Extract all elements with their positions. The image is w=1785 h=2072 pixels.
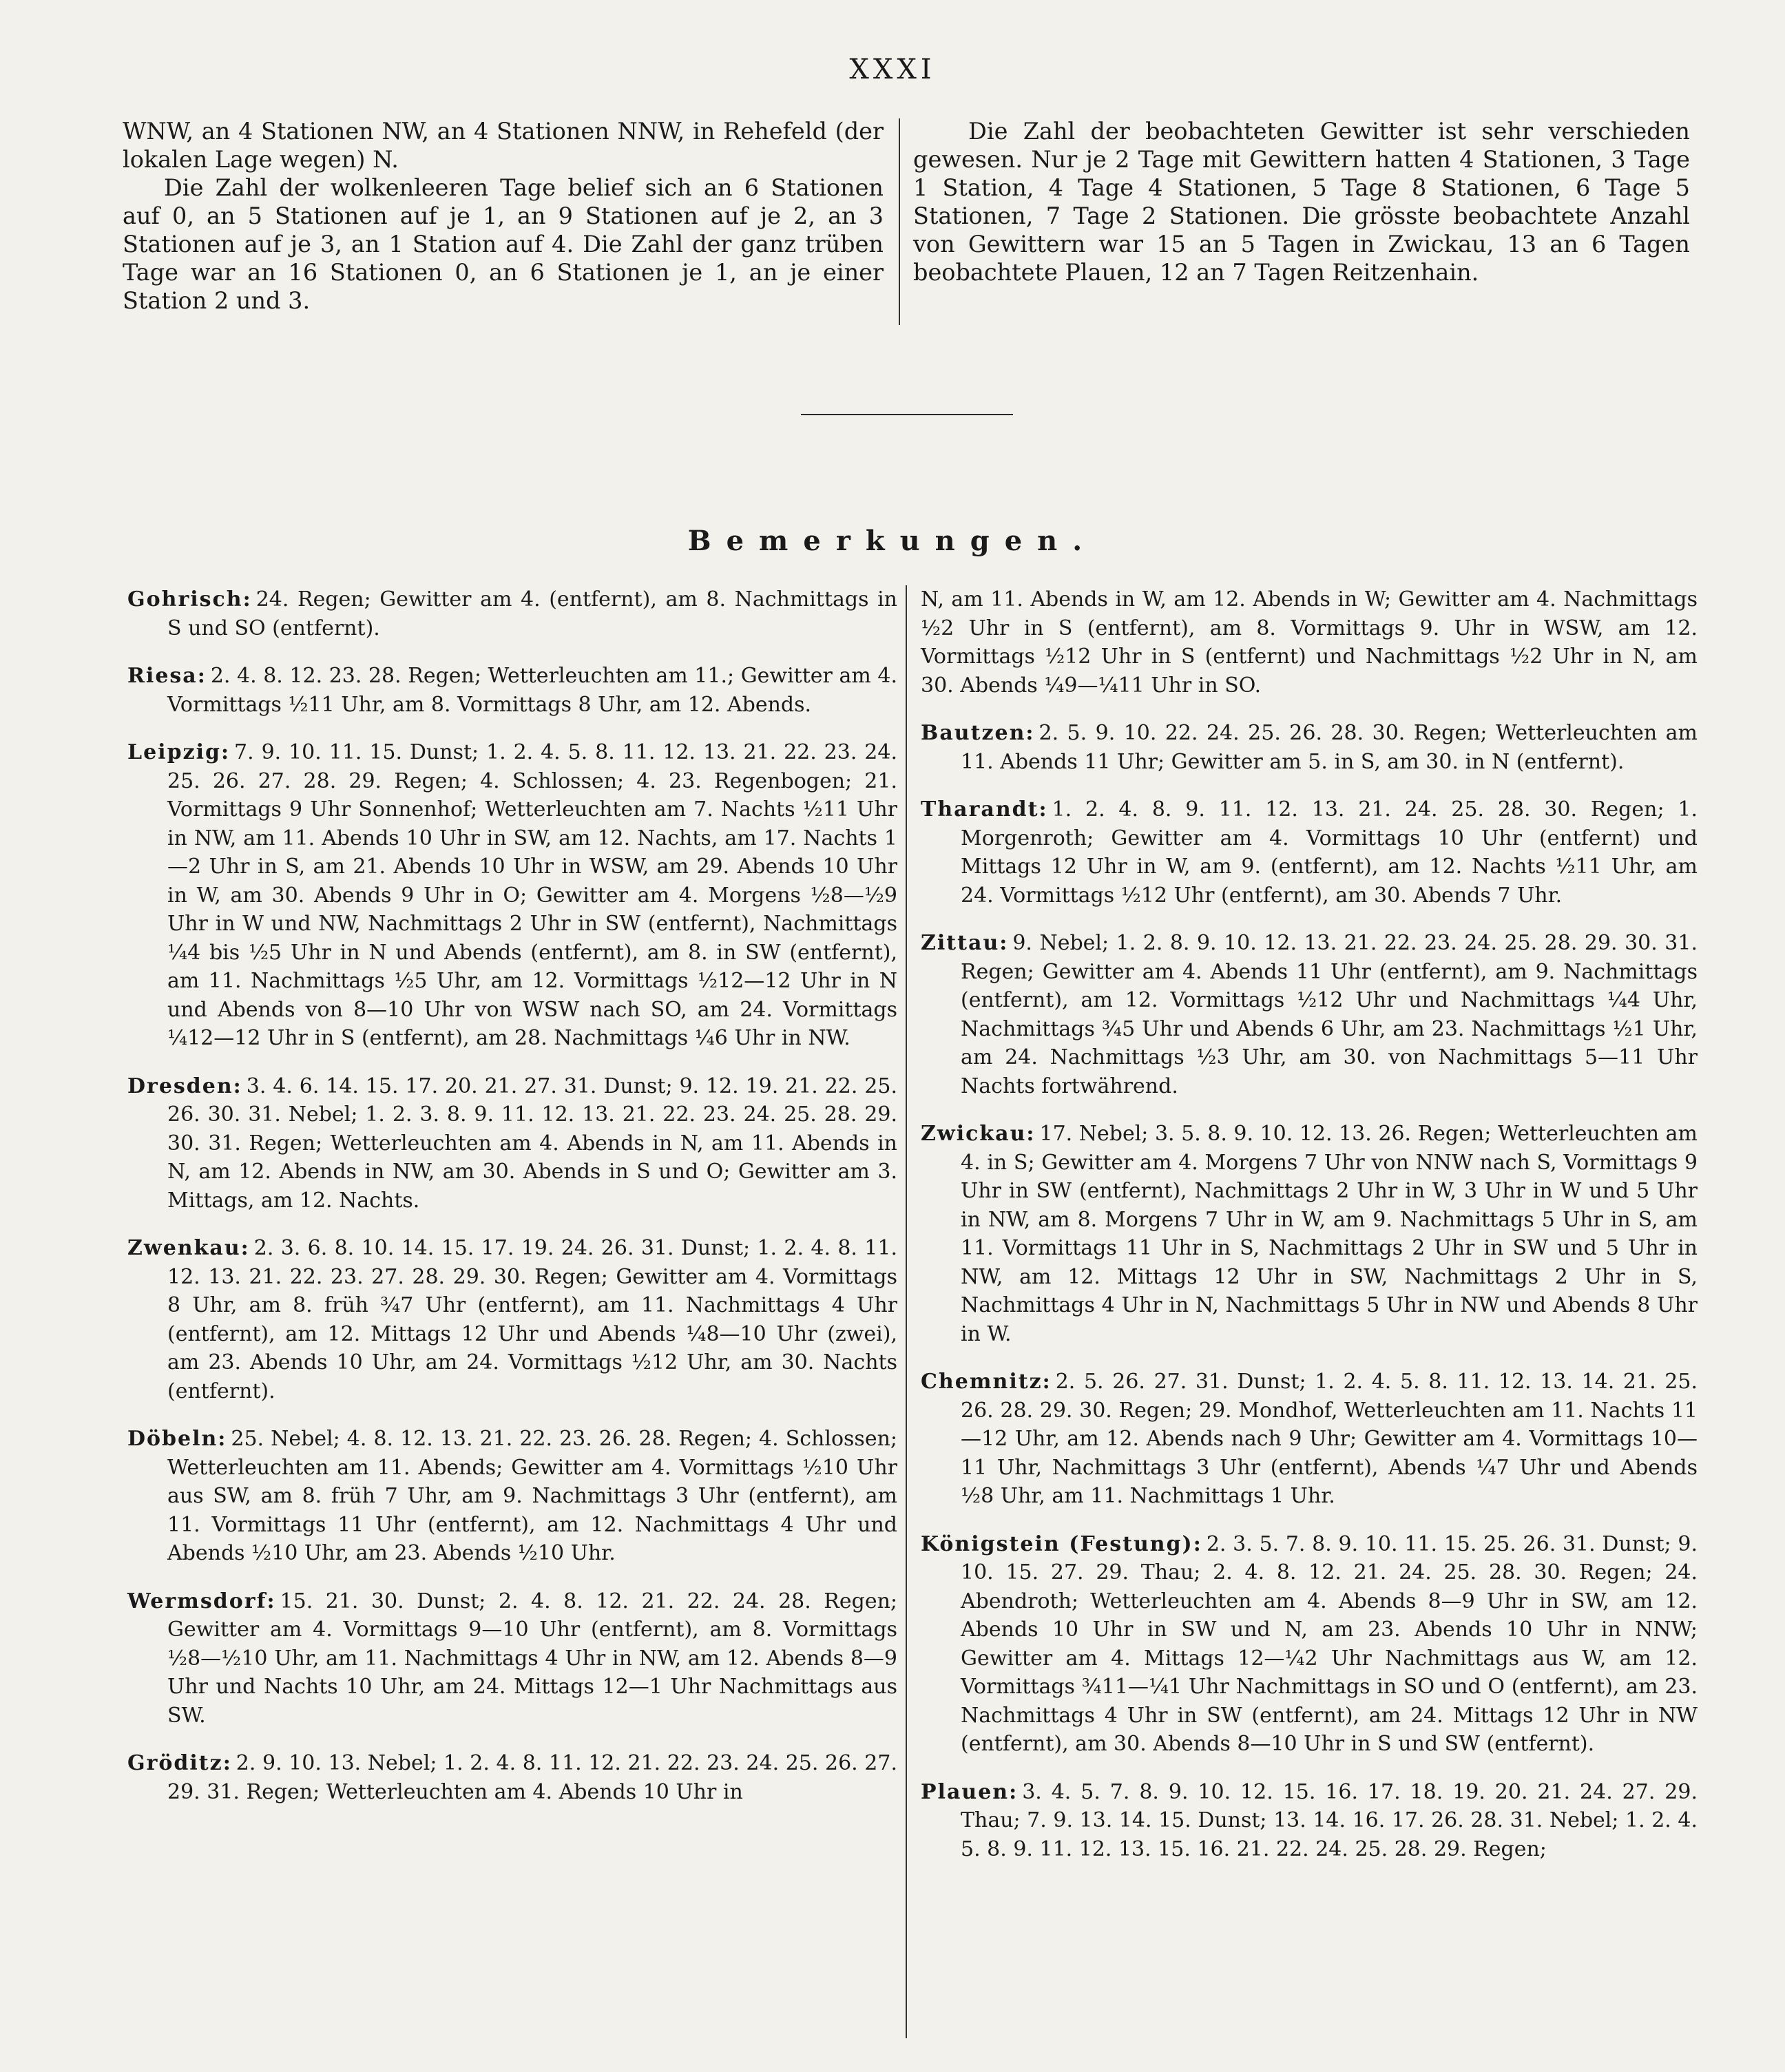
intro-left-paragraph: Die Zahl der wolkenleeren Tage belief sich an 6 Stationen auf 0, an 5 Stationen auf je 1, an 9 Stationen auf je 2, an 3 Stationen auf je 3, an 1 Station auf 4. Die Zahl der ganz trüben Tage war an 16 Stationen 0, an 6 Stationen je 1, an je einer Station 2 und 3.	[123, 174, 884, 314]
remark-text: 7. 9. 10. 11. 15. Dunst; 1. 2. 4. 5. 8. 11. 12. 13. 21. 22. 23. 24. 25. 26. 27. 28. 29. Regen; 4. Schlossen; 4. 23. Regenbogen; 21. Vormittags 9 Uhr Sonnenhof; Wetterleuchten am 7. Nachts ½11 Uhr in NW, am 11. Abends 10 Uhr in SW, am 12. Nachts, am 17. Nachts 1—2 Uhr in S, am 21. Abends 10 Uhr in WSW, am 29. Abends 10 Uhr in W, am 30. Abends 9 Uhr in O; Gewitter am 4. Morgens ½8—½9 Uhr in W und NW, Nachmittags 2 Uhr in SW (entfernt), Nachmittags ¼4 bis ½5 Uhr in N und Abends (entfernt), am 8. in SW (entfernt), am 11. Nachmittags ½5 Uhr, am 12. Vormittags ½12—12 Uhr in N und Abends von 8—10 Uhr von WSW nach SO, am 24. Vormittags ¼12—12 Uhr in S (entfernt), am 28. Nachmittags ¼6 Uhr in NW.	[167, 740, 897, 1050]
remark-text: 2. 5. 9. 10. 22. 24. 25. 26. 28. 30. Regen; Wetterleuchten am 11. Abends 11 Uhr; Gewitter am 5. in S, am 30. in N (entfernt).	[961, 721, 1698, 774]
station-remark	[127, 1749, 897, 1806]
station-remark	[921, 1530, 1698, 1759]
station-remark	[921, 1120, 1698, 1348]
remark-text: 2. 3. 5. 7. 8. 9. 10. 11. 15. 25. 26. 31. Dunst; 9. 10. 15. 27. 29. Thau; 2. 4. 8. 12. 21. 24. 25. 28. 30. Regen; 24. Abendroth; Wetterleuchten am 4. Abends 8—9 Uhr in SW, am 12. Abends 10 Uhr in SW und N, am 23. Abends 10 Uhr in NNW; Gewitter am 4. Mittags 12—¼2 Uhr Nachmittags aus W, am 12. Vormittags ¾11—¼1 Uhr Nachmittags in SO und O (entfernt), am 23. Nachmittags 4 Uhr in SW (entfernt), am 24. Mittags 12 Uhr in NW (entfernt), am 30. Abends 8—10 Uhr in S und SW (entfernt).	[961, 1531, 1698, 1756]
column-divider	[899, 118, 900, 325]
remark-text: 3. 4. 5. 7. 8. 9. 10. 12. 15. 16. 17. 18. 19. 20. 21. 24. 27. 29. Thau; 7. 9. 13. 14. 15. Dunst; 13. 14. 16. 17. 26. 28. 31. Nebel; 1. 2. 4. 5. 8. 9. 11. 12. 13. 15. 16. 21. 22. 24. 25. 28. 29. Regen;	[961, 1779, 1698, 1861]
station-name: Riesa:	[127, 664, 207, 688]
intro-right-column	[913, 117, 1690, 286]
station-name: Plauen:	[921, 1779, 1019, 1804]
remarks-left-column	[127, 585, 897, 1825]
remark-text: 25. Nebel; 4. 8. 12. 13. 21. 22. 23. 26. 28. Regen; 4. Schlossen; Wetterleuchten am 11. Abends; Gewitter am 4. Vormittags ½10 Uhr aus SW, am 8. früh 7 Uhr, am 9. Nachmittags 3 Uhr (entfernt), am 11. Vormittags 11 Uhr (entfernt), am 12. Nachmittags 4 Uhr und Abends ½10 Uhr, am 23. Abends ½10 Uhr.	[167, 1427, 897, 1565]
remark-text: 2. 3. 6. 8. 10. 14. 15. 17. 19. 24. 26. 31. Dunst; 1. 2. 4. 8. 11. 12. 13. 21. 22. 23. 27. 28. 29. 30. Regen; Gewitter am 4. Vormittags 8 Uhr, am 8. früh ¾7 Uhr (entfernt), am 11. Nachmittags 4 Uhr (entfernt), am 12. Mittags 12 Uhr und Abends ¼8—10 Uhr (zwei), am 23. Abends 10 Uhr, am 24. Vormittags ½12 Uhr, am 30. Nachts (entfernt).	[167, 1236, 897, 1403]
intro-left-column	[123, 117, 884, 315]
station-name: Wermsdorf:	[127, 1589, 276, 1613]
station-name: Tharandt:	[921, 797, 1048, 822]
station-name: Döbeln:	[127, 1427, 227, 1451]
station-name: Gohrisch:	[127, 587, 252, 611]
station-name: Leipzig:	[127, 740, 231, 764]
station-remark	[921, 929, 1698, 1100]
remark-text: 15. 21. 30. Dunst; 2. 4. 8. 12. 21. 22. 24. 28. Regen; Gewitter am 4. Vormittags 9—10 Uhr (entfernt), am 8. Vormittags ½8—½10 Uhr, am 11. Nachmittags 4 Uhr in NW, am 12. Abends 8—9 Uhr und Nachts 10 Uhr, am 24. Mittags 12—1 Uhr Nachmittags aus SW.	[167, 1589, 897, 1728]
section-separator	[801, 414, 1013, 415]
intro-section	[123, 117, 1694, 332]
remark-text: 2. 4. 8. 12. 23. 28. Regen; Wetterleuchten am 11.; Gewitter am 4. Vormittags ½11 Uhr, am 8. Vormittags 8 Uhr, am 12. Abends.	[167, 664, 897, 717]
intro-right-paragraph: Die Zahl der beobachteten Gewitter ist sehr verschieden gewesen. Nur je 2 Tage mit Gewittern hatten 4 Stationen, 3 Tage 1 Station, 4 Tage 4 Stationen, 5 Tage 8 Stationen, 6 Tage 5 Stationen, 7 Tage 2 Stationen. Die grösste beobachtete Anzahl von Gewittern war 15 an 5 Tagen in Zwickau, 13 an 6 Tagen beobachtete Plauen, 12 an 7 Tagen Reitzenhain.	[913, 118, 1690, 286]
station-remark	[921, 1778, 1698, 1864]
remark-text: 9. Nebel; 1. 2. 8. 9. 10. 12. 13. 21. 22. 23. 24. 25. 28. 29. 30. 31. Regen; Gewitter am 4. Abends 11 Uhr (entfernt), am 9. Nachmittags (entfernt), am 12. Vormittags ½12 Uhr und Nachmittags ¼4 Uhr, Nachmittags ¾5 Uhr und Abends 6 Uhr, am 23. Nachmittags ½1 Uhr, am 24. Nachmittags ½3 Uhr, am 30. von Nachmittags 5—11 Uhr Nachts fortwährend.	[961, 931, 1698, 1098]
station-name: Zwickau:	[921, 1122, 1036, 1146]
intro-left-paragraph: WNW, an 4 Stationen NW, an 4 Stationen NNW, in Rehefeld (der lokalen Lage wegen) N.	[123, 118, 884, 173]
remark-text: 24. Regen; Gewitter am 4. (entfernt), am 8. Nachmittags in S und SO (entfernt).	[167, 587, 897, 640]
station-name: Zwenkau:	[127, 1236, 250, 1260]
station-remark	[127, 662, 897, 719]
station-name: Dresden:	[127, 1074, 242, 1098]
remark-text: 3. 4. 6. 14. 15. 17. 20. 21. 27. 31. Dunst; 9. 12. 19. 21. 22. 25. 26. 30. 31. Nebel; 1. 2. 3. 8. 9. 11. 12. 13. 21. 22. 23. 24. 25. 28. 29. 30. 31. Regen; Wetterleuchten am 4. Abends in N, am 11. Abends in N, am 12. Abends in NW, am 30. Abends in S und O; Gewitter am 3. Mittags, am 12. Nachts.	[167, 1074, 897, 1213]
remark-text: 1. 2. 4. 8. 9. 11. 12. 13. 21. 24. 25. 28. 30. Regen; 1. Morgenroth; Gewitter am 4. Vormittags 10 Uhr (entfernt) und Mittags 12 Uhr in W, am 9. (entfernt), am 12. Nachts ½11 Uhr, am 24. Vormittags ½12 Uhr (entfernt), am 30. Abends 7 Uhr.	[961, 797, 1698, 908]
remark-text: 2. 5. 26. 27. 31. Dunst; 1. 2. 4. 5. 8. 11. 12. 13. 14. 21. 25. 26. 28. 29. 30. Regen; 29. Mondhof, Wetterleuchten am 11. Nachts 11—12 Uhr, am 12. Abends nach 9 Uhr; Gewitter am 4. Vormittags 10—11 Uhr, Nachmittags 3 Uhr (entfernt), Abends ¼7 Uhr und Abends ½8 Uhr, am 11. Nachmittags 1 Uhr.	[961, 1370, 1698, 1508]
station-name: Zittau:	[921, 931, 1009, 955]
station-name: Chemnitz:	[921, 1370, 1052, 1394]
remark-text: N, am 11. Abends in W, am 12. Abends in W; Gewitter am 4. Nachmittags ½2 Uhr in S (entfernt), am 8. Vormittags 9. Uhr in WSW, am 12. Vormittags ½12 Uhr in S (entfernt) und Nachmittags ½2 Uhr in N, am 30. Abends ¼9—¼11 Uhr in SO.	[921, 587, 1698, 698]
station-remark	[127, 1425, 897, 1568]
station-remark	[127, 1234, 897, 1405]
section-heading: Bemerkungen.	[687, 525, 1098, 557]
station-remark	[921, 1368, 1698, 1511]
station-name: Bautzen:	[921, 721, 1035, 745]
remark-text: 17. Nebel; 3. 5. 8. 9. 10. 12. 13. 26. Regen; Wetterleuchten am 4. in S; Gewitter am 4. Morgens 7 Uhr von NNW nach S, Vormittags 9 Uhr in SW (entfernt), Nachmittags 2 Uhr in W, 3 Uhr in W und 5 Uhr in NW, am 8. Morgens 7 Uhr in W, am 9. Nachmittags 5 Uhr in S, am 11. Vormittags 11 Uhr in S, Nachmittags 2 Uhr in SW und 5 Uhr in NW, am 12. Mittags 12 Uhr in SW, Nachmittags 2 Uhr in S, Nachmittags 4 Uhr in N, Nachmittags 5 Uhr in NW und Abends 8 Uhr in W.	[961, 1122, 1698, 1346]
column-divider	[906, 585, 907, 2038]
station-remark	[127, 1072, 897, 1215]
remark-text: 2. 9. 10. 13. Nebel; 1. 2. 4. 8. 11. 12. 21. 22. 23. 24. 25. 26. 27. 29. 31. Regen; Wetterleuchten am 4. Abends 10 Uhr in	[167, 1751, 897, 1804]
station-remark	[127, 738, 897, 1053]
page-number: XXXI	[849, 54, 936, 85]
remarks-section	[127, 585, 1698, 2045]
station-remark	[127, 1587, 897, 1730]
station-remark	[127, 585, 897, 642]
station-remark	[921, 719, 1698, 776]
remarks-right-column	[921, 585, 1698, 1883]
station-name: Königstein (Festung):	[921, 1531, 1202, 1556]
station-remark	[921, 585, 1698, 700]
station-name: Gröditz:	[127, 1751, 232, 1775]
station-remark	[921, 795, 1698, 910]
